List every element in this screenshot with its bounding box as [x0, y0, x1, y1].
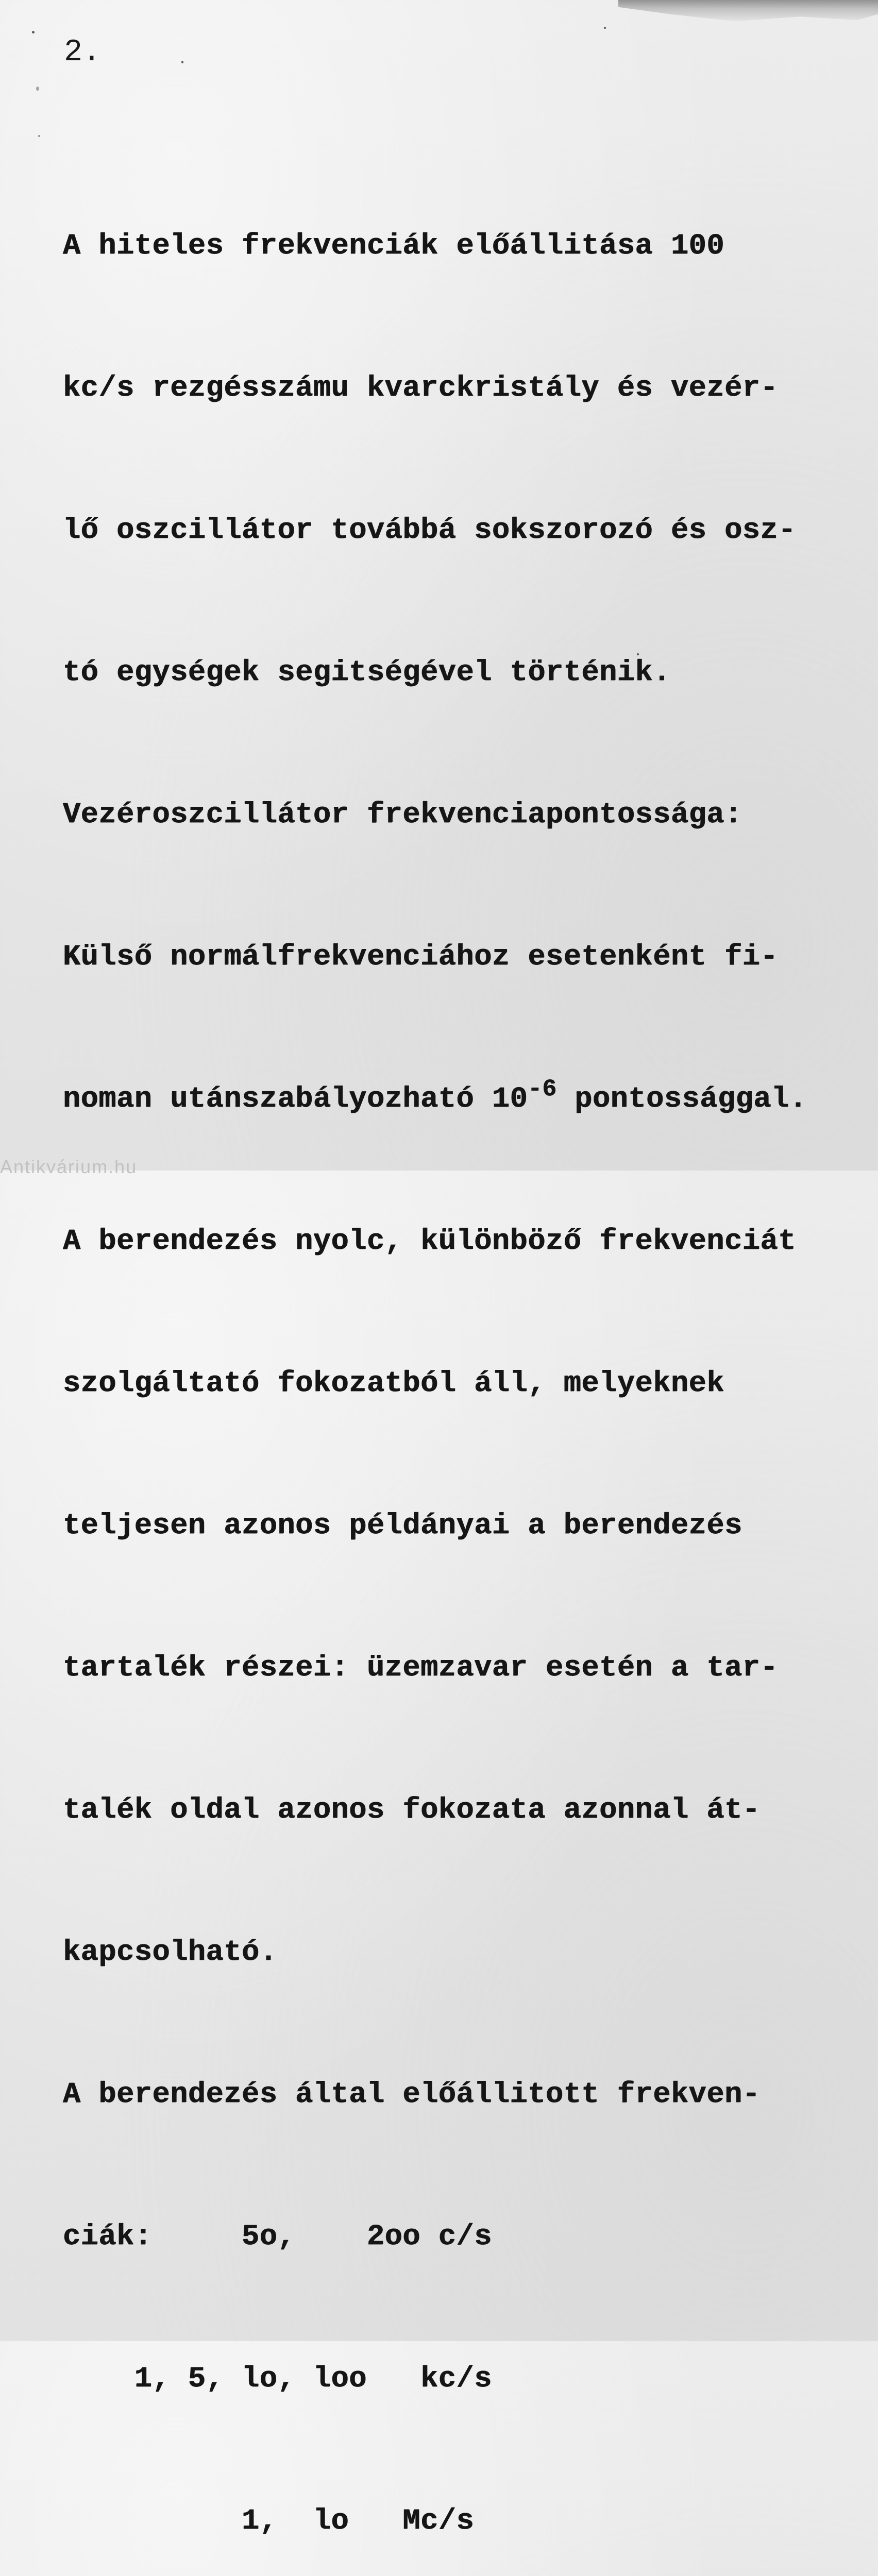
text-line: Külső normálfrekvenciához esetenként fi- — [63, 941, 779, 974]
text-line: lő oszcillátor továbbá sokszorozó és osz- — [63, 514, 796, 547]
text-line: ciák: 5o, 2oo c/s — [63, 2221, 492, 2253]
text-line: kc/s rezgésszámu kvarckristály és vezér- — [63, 372, 779, 405]
text-line: 1, lo Mc/s — [63, 2505, 475, 2538]
text-line: 1, 5, lo, loo kc/s — [63, 2363, 492, 2396]
text-fragment: noman utánszabályozható 10 — [63, 1083, 528, 1116]
text-line-with-exponent — [63, 1076, 807, 1123]
torn-page-edge — [618, 0, 878, 24]
text-line: A hiteles frekvenciák előállitása 100 — [63, 230, 725, 263]
text-line: kapcsolható. — [63, 1936, 278, 1969]
text-line: A berendezés által előállitott frekven- — [63, 2078, 761, 2111]
text-fragment: pontossággal. — [556, 1083, 807, 1116]
text-line: tó egységek segitségével történik. — [63, 656, 671, 689]
text-line: talék oldal azonos fokozata azonnal át- — [63, 1794, 761, 1827]
text-line: szolgáltató fokozatból áll, melyeknek — [63, 1367, 725, 1400]
text-line: A berendezés nyolc, különböző frekvenciát — [63, 1225, 796, 1258]
text-line: teljesen azonos példányai a berendezés — [63, 1510, 742, 1543]
typed-body — [63, 128, 807, 2576]
exponent: -6 — [528, 1076, 557, 1103]
text-line: Vezéroszcillátor frekvenciapontossága: — [63, 799, 742, 832]
page-number: 2. — [64, 35, 102, 70]
watermark: Antikvárium.hu — [0, 1156, 138, 1177]
text-line: tartalék részei: üzemzavar esetén a tar- — [63, 1652, 779, 1685]
